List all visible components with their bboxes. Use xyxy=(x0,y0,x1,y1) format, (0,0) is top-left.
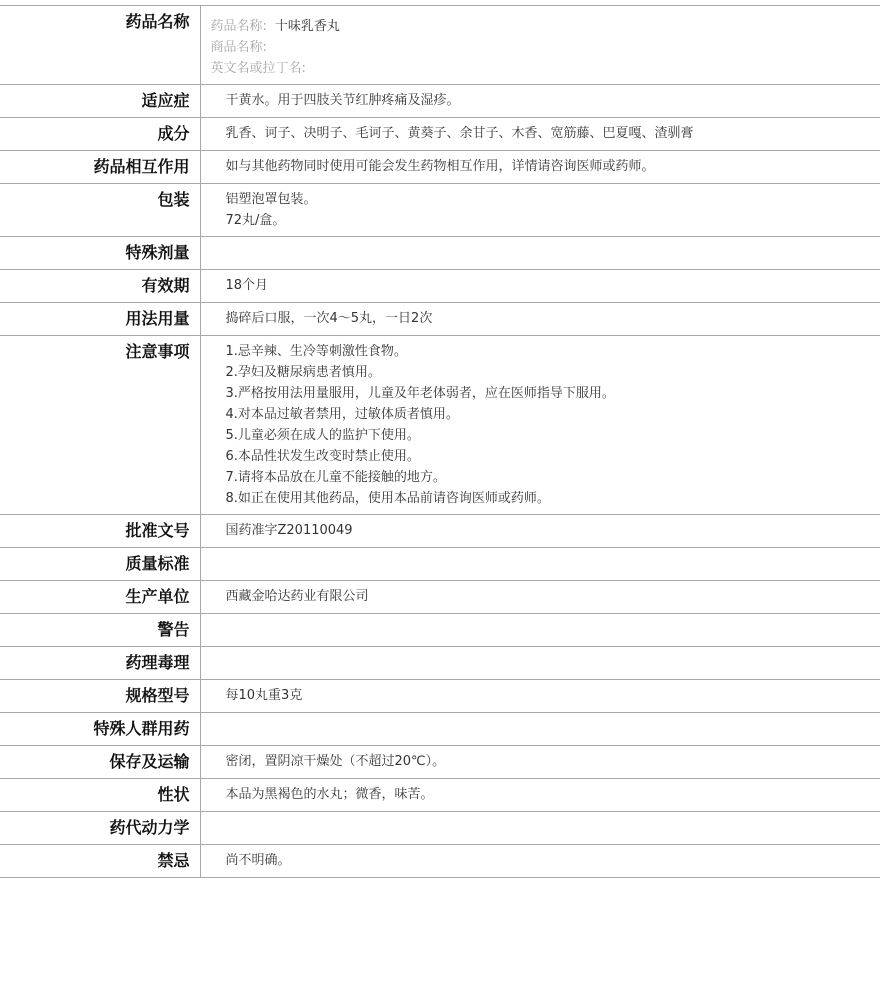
row-value xyxy=(200,746,880,779)
row-value-line: 18个月 xyxy=(225,278,269,293)
row-value-line: 捣碎后口服，一次4～5丸，一日2次 xyxy=(225,311,433,326)
drug-info-table-body xyxy=(0,6,880,878)
row-label: 药品相互作用 xyxy=(0,151,200,184)
row-value-line: 密闭，置阴凉干燥处（不超过20℃）。 xyxy=(225,754,446,769)
row-value-line: 铝塑泡罩包装。 xyxy=(225,192,317,207)
row-value-line: 国药准字Z20110049 xyxy=(225,523,353,538)
row-value xyxy=(200,336,880,515)
row-label: 特殊剂量 xyxy=(0,237,200,270)
row-value xyxy=(200,303,880,336)
drug-name-cell xyxy=(200,6,880,85)
row-value-line: 乳香、诃子、决明子、毛诃子、黄葵子、余甘子、木香、宽筋藤、巴夏嘎、渣驯膏 xyxy=(225,126,694,141)
trade-name-key: 商品名称: xyxy=(210,40,267,55)
table-row xyxy=(0,647,880,680)
row-value xyxy=(200,713,880,746)
row-value xyxy=(200,270,880,303)
row-label: 规格型号 xyxy=(0,680,200,713)
row-label: 特殊人群用药 xyxy=(0,713,200,746)
row-value-line: 如与其他药物同时使用可能会发生药物相互作用，详情请咨询医师或药师。 xyxy=(225,159,655,174)
row-label: 警告 xyxy=(0,614,200,647)
row-value xyxy=(200,118,880,151)
table-row xyxy=(0,303,880,336)
row-value xyxy=(200,845,880,878)
row-label: 药品名称 xyxy=(0,6,200,85)
row-label: 生产单位 xyxy=(0,581,200,614)
row-value-line: 3.严格按用法用量服用，儿童及年老体弱者，应在医师指导下服用。 xyxy=(225,386,615,401)
table-row xyxy=(0,184,880,237)
table-row xyxy=(0,151,880,184)
row-label: 性状 xyxy=(0,779,200,812)
table-row-drug-name xyxy=(0,6,880,85)
row-value xyxy=(200,151,880,184)
row-value xyxy=(200,779,880,812)
row-value xyxy=(200,515,880,548)
row-value xyxy=(200,680,880,713)
row-value-line: 干黄水。用于四肢关节红肿疼痛及湿疹。 xyxy=(225,93,460,108)
row-label: 批准文号 xyxy=(0,515,200,548)
row-value-line: 西藏金哈达药业有限公司 xyxy=(225,589,369,604)
drug-info-table xyxy=(0,5,880,878)
row-value xyxy=(200,85,880,118)
table-row xyxy=(0,746,880,779)
table-row xyxy=(0,779,880,812)
row-label: 适应症 xyxy=(0,85,200,118)
table-row xyxy=(0,812,880,845)
table-row xyxy=(0,713,880,746)
row-label: 药代动力学 xyxy=(0,812,200,845)
row-value-line: 72丸/盒。 xyxy=(225,213,286,228)
row-label: 禁忌 xyxy=(0,845,200,878)
row-value xyxy=(200,647,880,680)
generic-name-key: 药品名称: xyxy=(210,19,267,34)
row-value-line: 4.对本品过敏者禁用，过敏体质者慎用。 xyxy=(225,407,459,422)
row-value xyxy=(200,184,880,237)
row-label: 质量标准 xyxy=(0,548,200,581)
row-value-line: 1.忌辛辣、生冷等刺激性食物。 xyxy=(225,344,407,359)
table-row xyxy=(0,118,880,151)
row-value-line: 尚不明确。 xyxy=(225,853,291,868)
table-row xyxy=(0,237,880,270)
table-row xyxy=(0,614,880,647)
row-value xyxy=(200,812,880,845)
table-row xyxy=(0,270,880,303)
row-label: 包装 xyxy=(0,184,200,237)
row-value-line: 6.本品性状发生改变时禁止使用。 xyxy=(225,449,420,464)
trade-name-line xyxy=(211,37,871,58)
row-value-line: 8.如正在使用其他药品，使用本品前请咨询医师或药师。 xyxy=(225,491,550,506)
english-name-key: 英文名或拉丁名: xyxy=(210,61,306,76)
table-row xyxy=(0,680,880,713)
row-value-line: 2.孕妇及糖尿病患者慎用。 xyxy=(225,365,381,380)
row-value xyxy=(200,237,880,270)
row-value-line: 7.请将本品放在儿童不能接触的地方。 xyxy=(225,470,446,485)
row-value xyxy=(200,581,880,614)
row-label: 成分 xyxy=(0,118,200,151)
row-value-line: 每10丸重3克 xyxy=(225,688,303,703)
table-row xyxy=(0,336,880,515)
english-name-line xyxy=(211,58,871,79)
row-label: 保存及运输 xyxy=(0,746,200,779)
table-row xyxy=(0,515,880,548)
row-value xyxy=(200,614,880,647)
row-label: 注意事项 xyxy=(0,336,200,515)
row-label: 药理毒理 xyxy=(0,647,200,680)
table-row xyxy=(0,581,880,614)
generic-name-line xyxy=(211,16,871,37)
row-value-line: 5.儿童必须在成人的监护下使用。 xyxy=(225,428,420,443)
generic-name-value: 十味乳香丸 xyxy=(274,19,340,34)
row-label: 有效期 xyxy=(0,270,200,303)
row-value-line: 本品为黑褐色的水丸；微香，味苦。 xyxy=(225,787,434,802)
table-row xyxy=(0,845,880,878)
row-label: 用法用量 xyxy=(0,303,200,336)
table-row xyxy=(0,85,880,118)
row-value xyxy=(200,548,880,581)
table-row xyxy=(0,548,880,581)
